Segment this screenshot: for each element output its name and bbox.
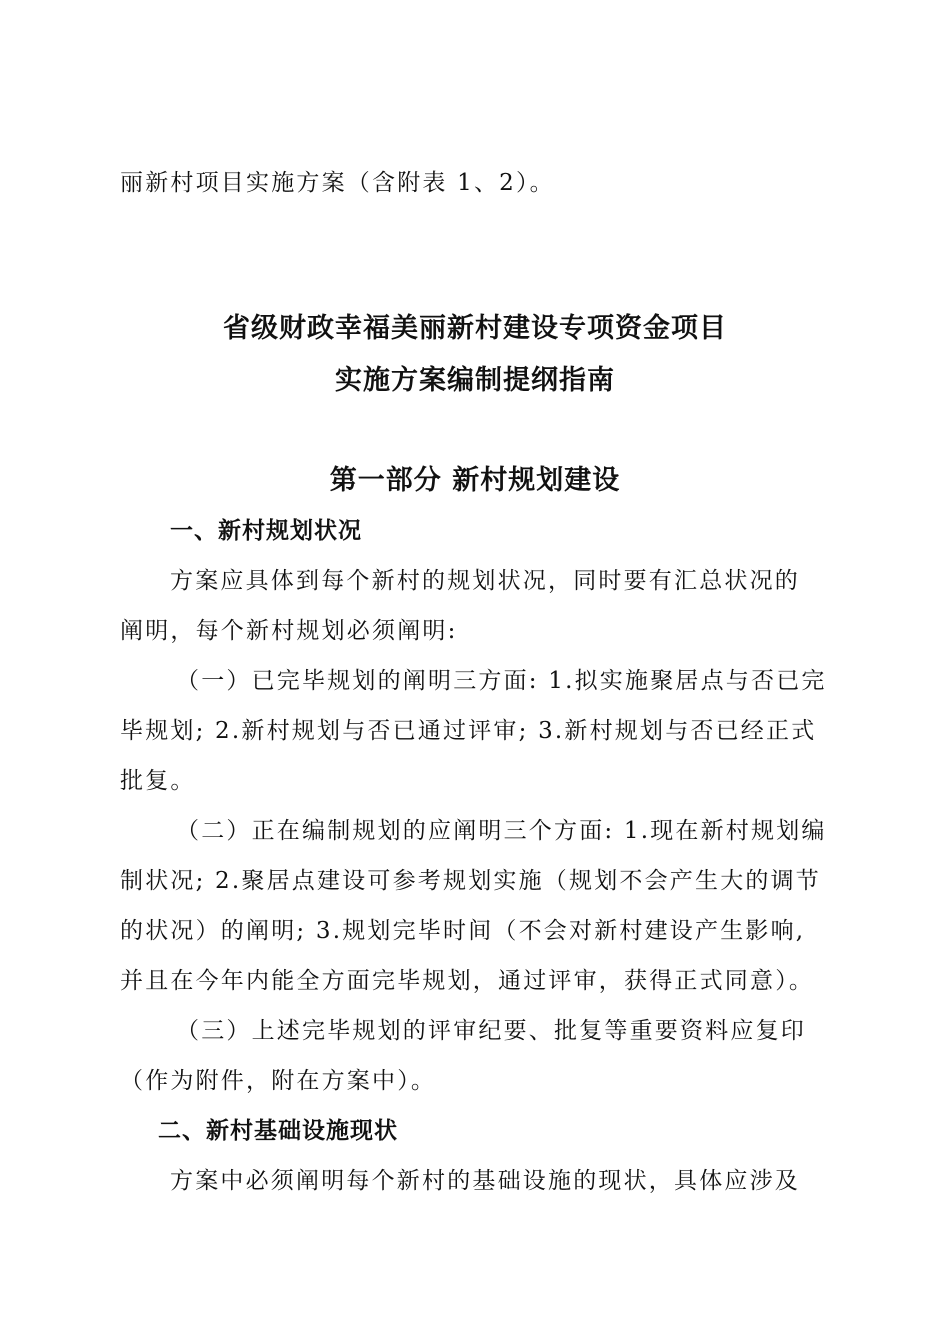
section2-intro-line: 方案中必须阐明每个新村的基础设施的现状，具体应涉及 (170, 1168, 800, 1194)
item3-line: （三）上述完毕规划的评审纪要、批复等重要资料应复印 (176, 1018, 806, 1044)
item1-line: （一）已完毕规划的阐明三方面: 1.拟实施聚居点与否已完 (176, 668, 827, 694)
item1-line: 毕规划; 2.新村规划与否已通过评审; 3.新村规划与否已经正式 (120, 718, 817, 744)
item2-line: 的状况）的阐明; 3.规划完毕时间（不会对新村建设产生影响, (120, 918, 806, 944)
item1-line: 批复。 (120, 768, 196, 794)
item3-line: （作为附件，附在方案中）。 (120, 1068, 437, 1094)
item2-line: 制状况; 2.聚居点建设可参考规划实施（规划不会产生大的调节 (120, 868, 822, 894)
intro-tail-text: 丽新村项目实施方案（含附表 1、2）。 (120, 170, 555, 196)
section1-intro-line: 阐明，每个新村规划必须阐明: (120, 618, 458, 644)
document-title-line2: 实施方案编制提纲指南 (335, 365, 615, 396)
section1-intro-line: 方案应具体到每个新村的规划状况，同时要有汇总状况的 (170, 568, 800, 594)
item2-line: （二）正在编制规划的应阐明三个方面: 1.现在新村规划编 (176, 818, 827, 844)
part1-heading: 第一部分 新村规划建设 (329, 465, 621, 496)
section1-heading: 一、新村规划状况 (170, 518, 362, 544)
item2-line: 并且在今年内能全方面完毕规划，通过评审，获得正式同意）。 (120, 968, 815, 994)
section2-heading: 二、新村基础设施现状 (158, 1118, 398, 1144)
document-title-line1: 省级财政幸福美丽新村建设专项资金项目 (223, 313, 727, 344)
